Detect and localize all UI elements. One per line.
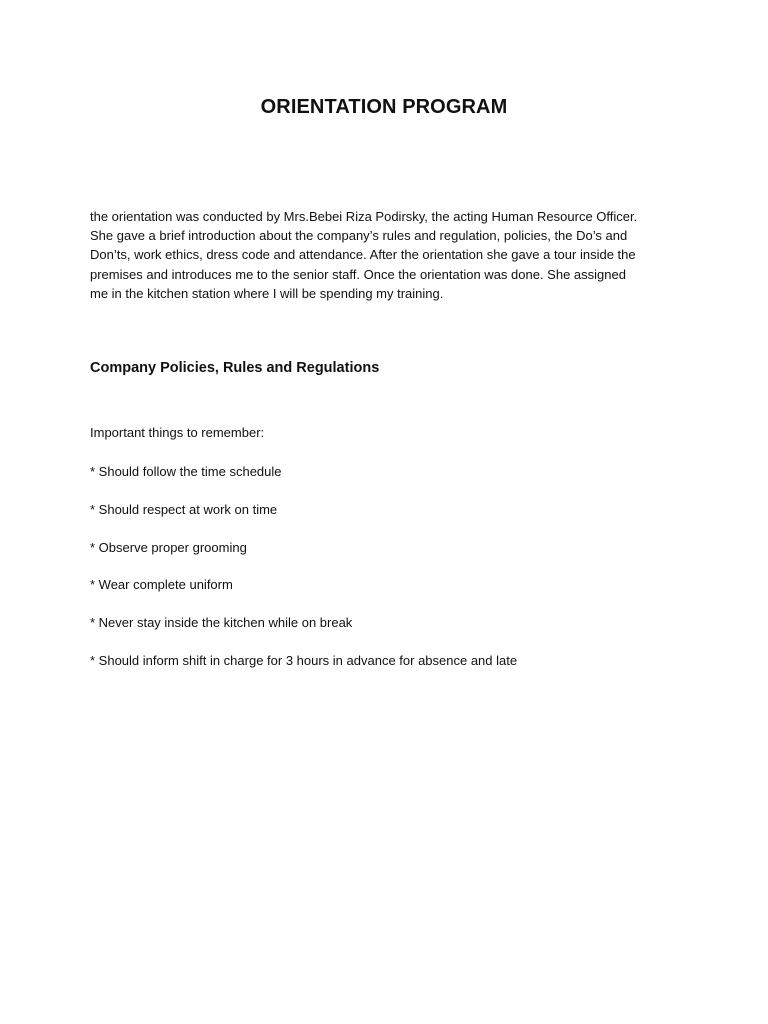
list-item: * Observe proper grooming	[90, 539, 247, 555]
list-item: * Should respect at work on time	[90, 501, 278, 517]
page-title: ORIENTATION PROGRAM	[260, 96, 508, 118]
lead-text: Important things to remember:	[90, 425, 265, 440]
rules-list	[90, 463, 517, 690]
intro-paragraph: the orientation was conducted by Mrs.Bebei Riza Podirsky, the acting Human Resource Officer. She gave a brief introduction about the company’s rules and regulation, policies, the Do’s and Don’ts, work ethics, dress code and attendance. After the orientation she gave a tour inside the premises and introduces me to the senior staff. Once the orientation was done. She assigned me in the kitchen station where I will be spending my training.	[90, 209, 638, 301]
list-item: * Should inform shift in charge for 3 hours in advance for absence and late	[90, 652, 518, 668]
list-item: * Should follow the time schedule	[90, 464, 282, 479]
list-item: * Never stay inside the kitchen while on break	[90, 615, 353, 631]
list-item: * Wear complete uniform	[90, 577, 233, 593]
section-heading: Company Policies, Rules and Regulations	[90, 360, 380, 376]
